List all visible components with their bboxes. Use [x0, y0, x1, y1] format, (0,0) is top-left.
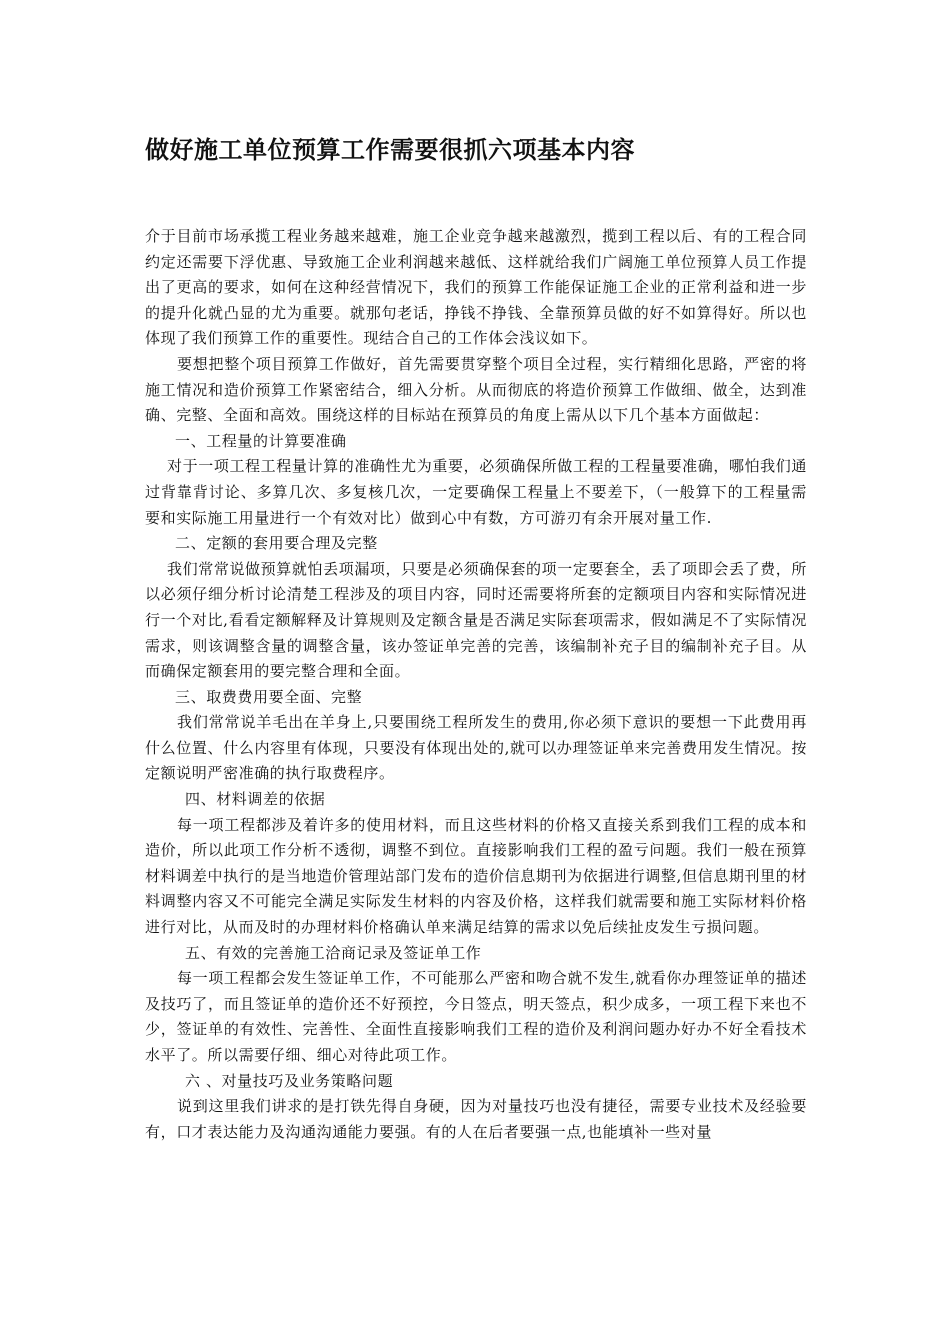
paragraph-section-3: 我们常常说羊毛出在羊身上,只要围绕工程所发生的费用,你必须下意识的要想一下此费用再什么位置、什么内容里有体现，只要没有体现出处的,就可以办理签证单来完善费用发生情况。按定额说明严密准确的执行取费程序。 [145, 713, 807, 783]
section-heading-3: 三、取费费用要全面、完整 [175, 687, 363, 706]
paragraph-intro: 介于目前市场承揽工程业务越来越难，施工企业竞争越来越激烈，揽到工程以后、有的工程合同约定还需要下浮优惠、导致施工企业利润越来越低、这样就给我们广阔施工单位预算人员工作提出了更高的要求，如何在这种经营情况下，我们的预算工作能保证施工企业的正常利益和进一步的提升化就凸显的尤为重要。就那句老话，挣钱不挣钱、全靠预算员做的好不如算得好。所以也体现了我们预算工作的重要性。现结合自己的工作体会浅议如下。 [145, 227, 807, 348]
paragraph-section-2: 我们常常说做预算就怕丢项漏项，只要是必须确保套的项一定要套全，丢了项即会丢了费，所以必须仔细分析讨论清楚工程涉及的项目内容，同时还需要将所套的定额项目内容和实际情况进行一个对比,看看定额解释及计算规则及定额含量是否满足实际套项需求，假如满足不了实际情况需求，则该调整含量的调整含量，该办签证单完善的完善，该编制补充子目的编制补充子目。从而确保定额套用的要完整合理和全面。 [145, 559, 807, 681]
section-heading-1: 一、工程量的计算要准确 [175, 431, 347, 450]
section-heading-5: 五、有效的完善施工洽商记录及签证单工作 [185, 943, 482, 962]
paragraph-section-6: 说到这里我们讲求的是打铁先得自身硬，因为对量技巧也没有捷径，需要专业技术及经验要有，口才表达能力及沟通沟通能力要强。有的人在后者要强一点,也能填补一些对量 [145, 1097, 807, 1141]
paragraph-section-4: 每一项工程都涉及着许多的使用材料，而且这些材料的价格又直接关系到我们工程的成本和造价，所以此项工作分析不透彻，调整不到位。直接影响我们工程的盈亏问题。我们一般在预算材料调差中执行的是当地造价管理站部门发布的造价信息期刊为依据进行调整,但信息期刊里的材料调整内容又不可能完全满足实际发生材料的内容及价格，这样我们就需要和施工实际材料价格进行对比，从而及时的办理材料价格确认单来满足结算的需求以免后续扯皮发生亏损问题。 [145, 815, 807, 937]
document-body [145, 224, 807, 1145]
section-heading-2: 二、定额的套用要合理及完整 [175, 534, 378, 553]
section-heading-4: 四、材料调差的依据 [185, 790, 326, 809]
paragraph-section-5: 每一项工程都会发生签证单工作，不可能那么严密和吻合就不发生,就看你办理签证单的描述及技巧了，而且签证单的造价还不好预控，今日签点，明天签点，积少成多，一项工程下来也不少，签证单的有效性、完善性、全面性直接影响我们工程的造价及利润问题办好办不好全看技术水平了。所以需要仔细、细心对待此项工作。 [145, 969, 807, 1064]
paragraph-overview: 要想把整个项目预算工作做好，首先需要贯穿整个项目全过程，实行精细化思路，严密的将施工情况和造价预算工作紧密结合，细入分析。从而彻底的将造价预算工作做细、做全，达到准确、完整、全面和高效。围绕这样的目标站在预算员的角度上需从以下几个基本方面做起： [145, 354, 807, 425]
document-title: 做好施工单位预算工作需要很抓六项基本内容 [145, 135, 635, 164]
paragraph-section-1: 对于一项工程工程量计算的准确性尤为重要，必须确保所做工程的工程量要准确，哪怕我们通过背靠背讨论、多算几次、多复核几次，一定要确保工程量上不要差下，（一般算下的工程量需要和实际施工用量进行一个有效对比）做到心中有数，方可游刃有余开展对量工作. [145, 457, 807, 527]
section-heading-6: 六 、对量技巧及业务策略问题 [185, 1071, 394, 1090]
